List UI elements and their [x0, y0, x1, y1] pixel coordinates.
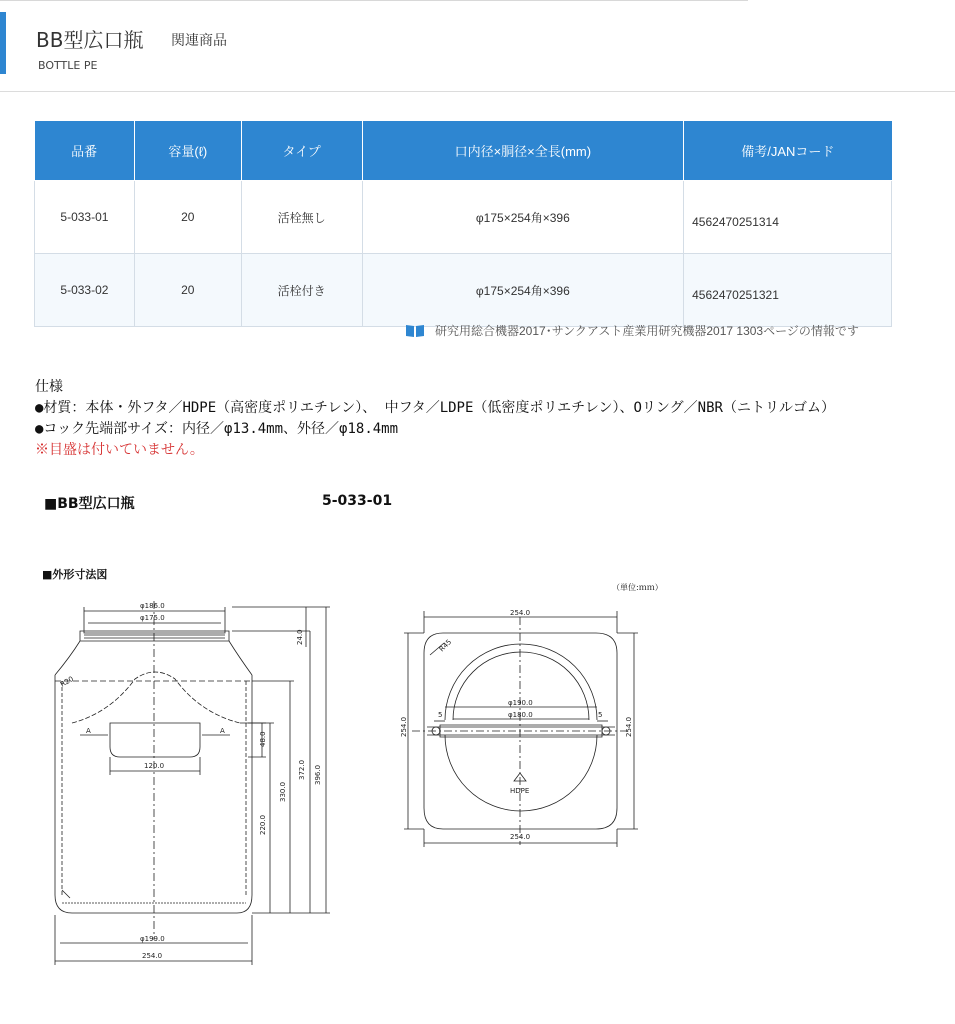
header-dimensions: 口内径×胴径×全長(mm)	[362, 121, 684, 181]
cell-jan-code: 4562470251314	[684, 181, 892, 254]
dim-h48: 48.0	[259, 731, 267, 747]
dim-d180: φ180.0	[508, 711, 533, 719]
dim-right254: 254.0	[625, 716, 633, 737]
dim-w120: 120.0	[144, 762, 165, 770]
dim-bottom254: 254.0	[510, 833, 531, 841]
dim-d175: φ175.0	[140, 614, 165, 622]
dim-d199: φ199.0	[140, 935, 165, 943]
cell-item-number: 5-033-02	[35, 254, 135, 327]
spec-material: ●材質：本体・外フタ／HDPE（高密度ポリエチレン）、 中フタ／LDPE（低密度ポリエチレン）、Oリング／NBR（ニトリルゴム）	[35, 400, 835, 416]
dim-five-left: 5	[438, 711, 443, 719]
dim-h24: 24.0	[296, 629, 304, 645]
dim-r20: R20	[59, 674, 75, 689]
dim-top254: 254.0	[510, 609, 531, 617]
header-type: タイプ	[241, 121, 362, 181]
dim-left254: 254.0	[400, 716, 408, 737]
cell-type: 活栓無し	[241, 181, 362, 254]
unit-label: （単位:ｍｍ）	[612, 583, 663, 592]
hdpe-mark: HDPE	[510, 787, 530, 795]
title-accent-bar	[0, 12, 6, 74]
page-title: BB型広口瓶	[36, 28, 144, 52]
outline-drawing-title: ■外形寸法図	[42, 568, 108, 581]
dim-h220: 220.0	[259, 814, 267, 835]
header-divider	[0, 91, 955, 92]
product-table	[34, 121, 892, 327]
cell-type: 活栓付き	[241, 254, 362, 327]
section-a-right: A	[220, 727, 225, 735]
dim-h330: 330.0	[279, 781, 287, 802]
cell-capacity: 20	[134, 181, 241, 254]
dim-h372: 372.0	[298, 759, 306, 780]
spec-cock-size: ●コック先端部サイズ：内径／φ13.4mm、外径／φ18.4mm	[35, 421, 399, 437]
spec-note: ※目盛は付いていません。	[35, 442, 204, 458]
dim-h396: 396.0	[314, 764, 322, 785]
header-capacity: 容量(ℓ)	[134, 121, 241, 181]
header-jan-code: 備考/JANコード	[684, 121, 892, 181]
cell-dimensions: φ175×254角×396	[362, 254, 684, 327]
dimension-drawing	[0, 595, 955, 975]
table-row	[35, 181, 892, 254]
spec-section	[35, 377, 835, 461]
table-row	[35, 254, 892, 327]
related-products-link[interactable]: 関連商品	[171, 33, 227, 49]
cell-dimensions: φ175×254角×396	[362, 181, 684, 254]
catalog-info	[405, 322, 859, 339]
dim-d190: φ190.0	[508, 699, 533, 707]
header-item-number: 品番	[35, 121, 135, 181]
table-header-row	[35, 121, 892, 181]
book-icon	[405, 324, 425, 338]
page-subtitle: BOTTLE PE	[38, 59, 98, 72]
dim-five-right: 5	[598, 711, 603, 719]
top-border	[0, 0, 748, 1]
catalog-info-text: 研究用総合機器2017･サンクアスト産業用研究機器2017 1303ページの情報です	[435, 324, 859, 338]
cell-item-number: 5-033-01	[35, 181, 135, 254]
drawing-product-code: 5-033-01	[322, 493, 393, 509]
section-a-left: A	[86, 727, 91, 735]
cell-jan-code: 4562470251321	[684, 254, 892, 327]
dim-w254-side: 254.0	[142, 952, 163, 960]
dim-r45: R45	[437, 638, 454, 654]
dim-d186: φ186.0	[140, 602, 165, 610]
spec-heading: 仕様	[35, 379, 63, 395]
cell-capacity: 20	[134, 254, 241, 327]
drawing-product-name: ■BB型広口瓶	[44, 496, 135, 512]
